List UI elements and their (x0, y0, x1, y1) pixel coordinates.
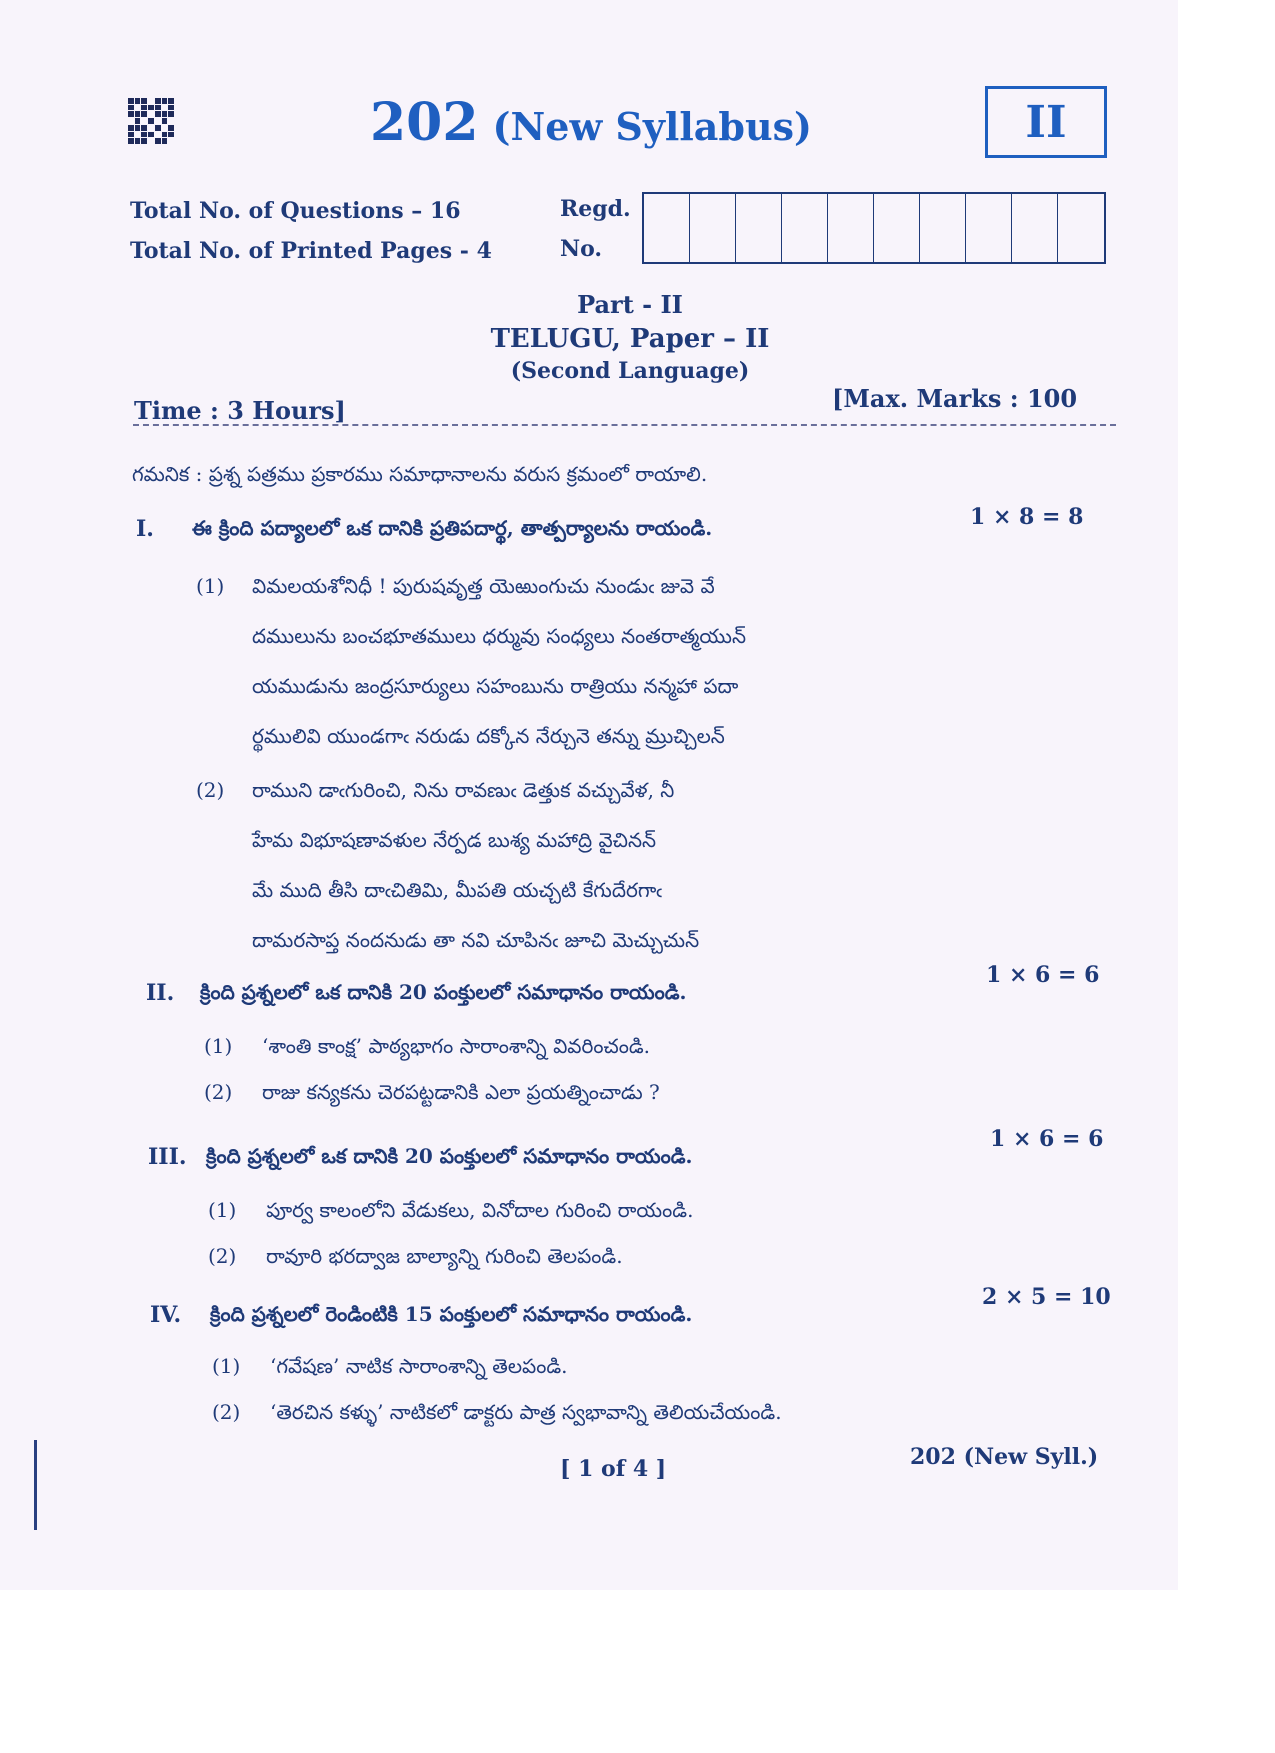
question-text: క్రింది ప్రశ్నలలో ఒక దానికి 20 పంక్తులలో సమాధానం రాయండి. (206, 1144, 693, 1168)
regd-digit-box[interactable] (1012, 194, 1058, 262)
margin-mark (34, 1440, 37, 1530)
total-questions: Total No. of Questions – 16 (130, 198, 461, 224)
question-marks: 1 × 6 = 6 (990, 1126, 1104, 1152)
part-heading: Part - II (577, 290, 683, 319)
sub-question-text: రాజు కన్యకను చెరపట్టడానికి ఎలా ప్రయత్నించాడు ? (262, 1080, 660, 1104)
poem-line: దామరసాప్త నందనుడు తా నవి చూపినఁ జూచి మెచ్చుచున్ (252, 928, 700, 952)
question-number: II. (146, 980, 175, 1006)
poem-line: విమలయశోనిధీ ! పురుషవృత్త యెఱుంగుచు నుండుఁ జువె వే (252, 574, 715, 598)
sub-question-number: (1) (208, 1198, 237, 1222)
question-text: క్రింది ప్రశ్నలలో ఒక దానికి 20 పంక్తులలో సమాధానం రాయండి. (200, 980, 687, 1004)
regd-digit-box[interactable] (644, 194, 690, 262)
total-pages: Total No. of Printed Pages - 4 (130, 238, 492, 264)
question-text: క్రింది ప్రశ్నలలో రెండింటికి 15 పంక్తులలో సమాధానం రాయండి. (210, 1302, 693, 1326)
sub-question-text: రావూరి భరద్వాజ బాల్యాన్ని గురించి తెలపండి. (266, 1244, 623, 1268)
poem-line: మే ముది తీసి దాఁచితిమి, మీపతి యచ్చటి కేగుదేరగాఁ (252, 878, 662, 902)
sub-question-text: ‘తెరచిన కళ్ళు’ నాటికలో డాక్టరు పాత్ర స్వభావాన్ని తెలియచేయండి. (270, 1400, 782, 1424)
time-label: Time : 3 Hours] (134, 396, 346, 425)
regd-label: Regd. (560, 196, 631, 222)
part-box: II (985, 86, 1107, 158)
paper-code-title (370, 92, 812, 153)
regd-digit-box[interactable] (828, 194, 874, 262)
regd-digit-box[interactable] (874, 194, 920, 262)
regd-digit-box[interactable] (690, 194, 736, 262)
question-marks: 2 × 5 = 10 (982, 1284, 1111, 1310)
language-heading: (Second Language) (510, 358, 750, 384)
sub-question-text: ‘గవేషణ’ నాటిక సారాంశాన్ని తెలపండి. (270, 1354, 568, 1378)
paper-code: 202 (370, 92, 479, 153)
sub-question-number: (2) (196, 778, 225, 802)
poem-line: హేమ విభూషణావళుల నేర్పడ బుశ్య మహాద్రి వైచినన్ (252, 828, 657, 852)
regd-digit-box[interactable] (782, 194, 828, 262)
instruction-note: గమనిక : ప్రశ్న పత్రము ప్రకారము సమాధానాలను వరుస క్రమంలో రాయాలి. (132, 462, 708, 486)
regd-digit-box[interactable] (920, 194, 966, 262)
max-marks-label: [Max. Marks : 100 (832, 384, 1078, 413)
sub-question-number: (2) (212, 1400, 241, 1424)
sub-question-number: (1) (196, 574, 225, 598)
question-number: IV. (150, 1302, 182, 1328)
subject-heading: TELUGU, Paper – II (490, 324, 770, 354)
sub-question-number: (1) (204, 1034, 233, 1058)
poem-line: దములును బంచభూతములు ధర్మువు సంధ్యలు నంతరాత్మయున్ (252, 624, 747, 648)
question-marks: 1 × 8 = 8 (970, 504, 1084, 530)
regd-digit-box[interactable] (736, 194, 782, 262)
question-number: III. (148, 1144, 187, 1170)
sub-question-number: (2) (208, 1244, 237, 1268)
regd-no-label: No. (560, 236, 603, 262)
regd-digit-box[interactable] (1058, 194, 1104, 262)
sub-question-text: ‘శాంతి కాంక్ష’ పాఠ్యభాగం సారాంశాన్ని వివరించండి. (262, 1034, 651, 1058)
question-text: ఈ క్రింది పద్యాలలో ఒక దానికి ప్రతిపదార్థ, తాత్పర్యాలను రాయండి. (192, 516, 713, 540)
regd-digit-box[interactable] (966, 194, 1012, 262)
header-divider (133, 424, 1116, 426)
footer-paper-code: 202 (New Syll.) (910, 1444, 1099, 1470)
sub-question-number: (1) (212, 1354, 241, 1378)
sub-question-number: (2) (204, 1080, 233, 1104)
syllabus-label: (New Syllabus) (492, 104, 812, 149)
poem-line: యముడును జంద్రసూర్యులు సహంబును రాత్రియు నన్మహా పదా (252, 674, 739, 698)
sub-question-text: పూర్వ కాలంలోని వేడుకలు, వినోదాల గురించి రాయండి. (266, 1198, 694, 1222)
question-number: I. (136, 516, 154, 542)
poem-line: రాముని డాఁగురించి, నిను రావణుఁ డెత్తుక వచ్చువేళ, నీ (252, 778, 675, 802)
page-number: [ 1 of 4 ] (560, 1456, 667, 1482)
qr-code-icon (128, 98, 174, 144)
registration-number-boxes[interactable] (642, 192, 1106, 264)
poem-line: ర్థములివి యుండగాఁ నరుడు దక్కోన నేర్చునె తన్ను మ్రుచ్చిలన్ (252, 724, 725, 748)
question-marks: 1 × 6 = 6 (986, 962, 1100, 988)
